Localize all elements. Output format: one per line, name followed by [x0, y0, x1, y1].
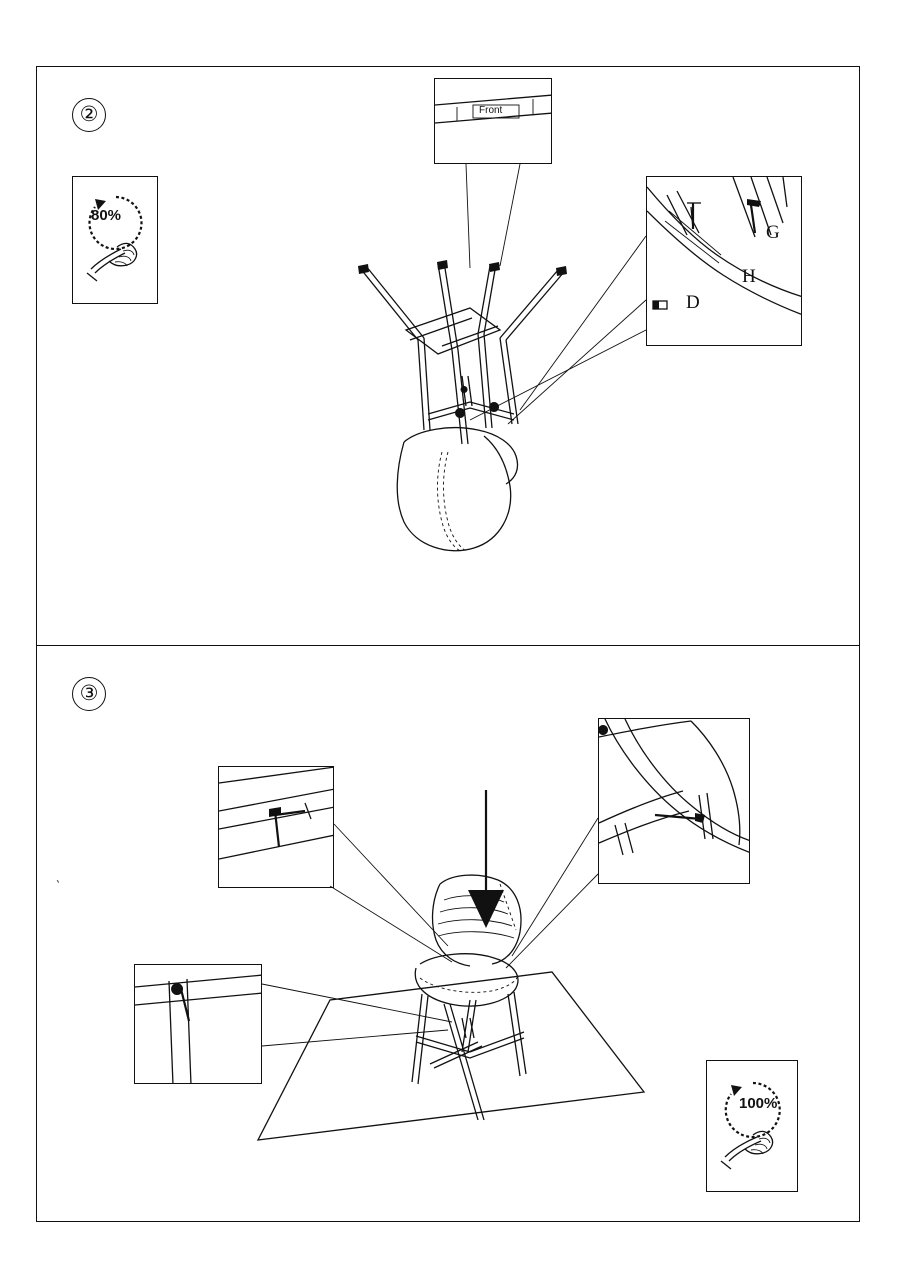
step-divider: [36, 645, 860, 646]
torque-value-100: 100%: [739, 1095, 778, 1112]
seat-bracket-detail: [599, 719, 750, 884]
step3-left-lower-callout: [134, 964, 262, 1084]
front-rail-detail: [435, 79, 552, 164]
backrest-joint-detail: [219, 767, 334, 888]
step3-left-upper-callout: [218, 766, 334, 888]
leg-screw-detail: [135, 965, 262, 1084]
front-label-callout: [434, 78, 552, 164]
step3-right-upper-callout: [598, 718, 750, 884]
torque-value-80: 80%: [91, 207, 122, 224]
front-label-text: Front: [479, 105, 503, 116]
torque-icon-100: [707, 1061, 798, 1192]
torque-badge-80: [72, 176, 158, 304]
hardware-detail-drawing: [647, 177, 802, 346]
step-3-number: ③: [72, 677, 106, 711]
label-h: H: [742, 266, 756, 287]
step-2-number: ②: [72, 98, 106, 132]
torque-badge-100: [706, 1060, 798, 1192]
label-g: G: [766, 222, 780, 243]
stray-tick-mark: `: [53, 877, 61, 894]
hardware-callout-panel: [646, 176, 802, 346]
label-d: D: [686, 292, 700, 313]
torque-icon-80: [73, 177, 158, 304]
